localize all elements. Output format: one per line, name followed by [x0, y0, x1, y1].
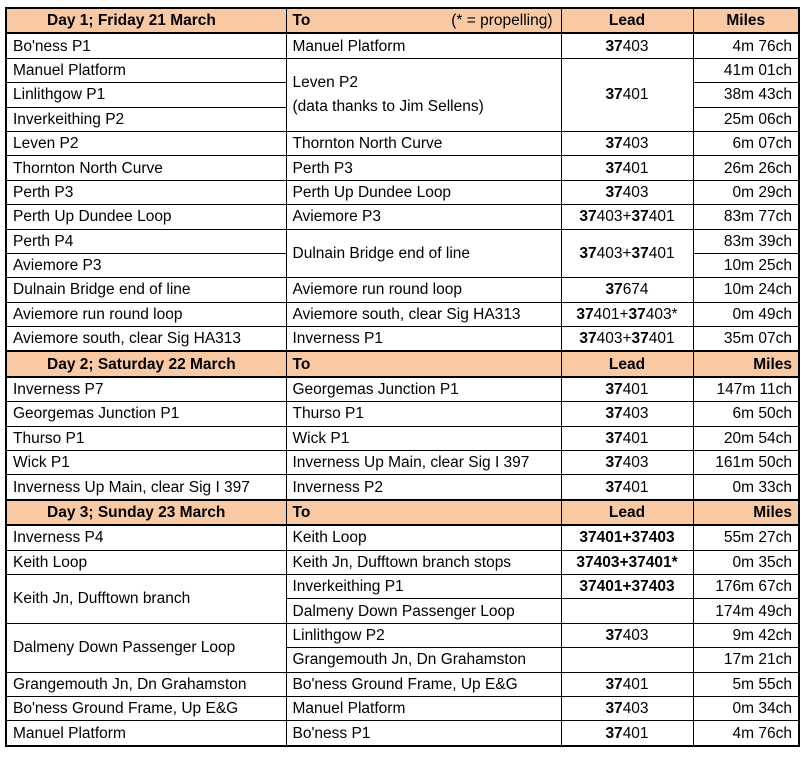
loco-number: 401: [622, 478, 649, 496]
table-row: [6, 402, 799, 426]
to-line: Leven P2: [292, 73, 358, 91]
loco-class: 37: [579, 578, 597, 596]
lead-cell: [561, 327, 693, 352]
miles-cell: 83m 39ch: [693, 229, 799, 253]
table-row: [6, 623, 799, 647]
loco-class: 37: [605, 429, 623, 447]
from-cell: Keith Loop: [6, 550, 286, 574]
loco-class: 37: [605, 675, 623, 693]
from-cell: Inverness P7: [6, 377, 286, 402]
to-cell: Bo'ness Ground Frame, Up E&G: [286, 672, 561, 696]
loco-number: 401+: [596, 578, 632, 596]
loco-number: 401: [622, 159, 649, 177]
lead-cell: [561, 525, 693, 550]
from-cell: Linlithgow P1: [6, 83, 286, 107]
table-row: [6, 205, 799, 229]
table-row: [6, 426, 799, 450]
lead-header: Lead: [561, 351, 693, 376]
loco-class: 37: [605, 700, 623, 718]
lead-cell: [561, 205, 693, 229]
miles-cell: 161m 50ch: [693, 451, 799, 475]
table-row: [6, 156, 799, 180]
lead-cell: [561, 672, 693, 696]
from-cell: Thurso P1: [6, 426, 286, 450]
to-header-label: To: [292, 12, 311, 30]
miles-cell: 35m 07ch: [693, 327, 799, 352]
loco-class: 37: [605, 626, 623, 644]
from-cell: Manuel Platform: [6, 721, 286, 746]
loco-number: 401*: [645, 553, 678, 571]
miles-header: Miles: [693, 351, 799, 376]
loco-class: 37: [605, 405, 623, 423]
miles-cell: 55m 27ch: [693, 525, 799, 550]
miles-cell: 0m 33ch: [693, 475, 799, 500]
lead-cell: [561, 599, 693, 623]
from-cell: Perth Up Dundee Loop: [6, 205, 286, 229]
miles-cell: 83m 77ch: [693, 205, 799, 229]
to-cell: Linlithgow P2: [286, 623, 561, 647]
day-header-row: [6, 351, 799, 376]
to-cell: [286, 58, 561, 131]
lead-cell: [561, 58, 693, 131]
table-row: [6, 525, 799, 550]
table-row: [6, 451, 799, 475]
to-cell: Aviemore run round loop: [286, 278, 561, 302]
lead-cell: [561, 229, 693, 278]
loco-class: 37: [576, 305, 594, 323]
to-cell: Keith Jn, Dufftown branch stops: [286, 550, 561, 574]
lead-cell: [561, 33, 693, 58]
miles-cell: 4m 76ch: [693, 721, 799, 746]
from-cell: Aviemore P3: [6, 253, 286, 277]
day-title: Day 3; Sunday 23 March: [6, 500, 286, 525]
table-row: [6, 377, 799, 402]
day-header-row: [6, 500, 799, 525]
loco-class: 37: [579, 244, 597, 262]
from-cell: Leven P2: [6, 131, 286, 155]
to-cell: Inverness Up Main, clear Sig I 397: [286, 451, 561, 475]
loco-class: 37: [605, 381, 623, 399]
loco-number: 403: [622, 700, 649, 718]
loco-class: 37: [605, 281, 623, 299]
loco-number: 403+: [596, 244, 632, 262]
loco-number: 401: [622, 86, 649, 104]
lead-cell: [561, 278, 693, 302]
loco-class: 37: [631, 330, 649, 348]
lead-cell: [561, 475, 693, 500]
from-cell: Aviemore run round loop: [6, 302, 286, 326]
from-cell: Inverkeithing P2: [6, 107, 286, 131]
loco-number: 403: [622, 37, 649, 55]
miles-cell: 10m 24ch: [693, 278, 799, 302]
miles-header: Miles: [693, 500, 799, 525]
table-row: [6, 180, 799, 204]
lead-header: Lead: [561, 500, 693, 525]
from-cell: Bo'ness P1: [6, 33, 286, 58]
loco-number: 401: [622, 675, 649, 693]
loco-number: 401: [622, 381, 649, 399]
lead-cell: [561, 377, 693, 402]
table-row: [6, 131, 799, 155]
table-row: [6, 574, 799, 598]
loco-number: 401+: [593, 305, 629, 323]
miles-cell: 20m 54ch: [693, 426, 799, 450]
loco-number: 401: [622, 429, 649, 447]
itinerary-table-wrapper: [5, 7, 800, 747]
from-cell: Wick P1: [6, 451, 286, 475]
loco-class: 37: [605, 135, 623, 153]
from-cell: Bo'ness Ground Frame, Up E&G: [6, 696, 286, 720]
loco-class: 37: [628, 305, 646, 323]
lead-cell: [561, 302, 693, 326]
loco-number: 403: [622, 626, 649, 644]
to-cell: Aviemore south, clear Sig HA313: [286, 302, 561, 326]
miles-cell: 6m 07ch: [693, 131, 799, 155]
table-row: [6, 229, 799, 253]
to-cell: Thurso P1: [286, 402, 561, 426]
from-cell: Georgemas Junction P1: [6, 402, 286, 426]
miles-cell: 176m 67ch: [693, 574, 799, 598]
to-cell: Manuel Platform: [286, 33, 561, 58]
table-row: [6, 278, 799, 302]
to-cell: Thornton North Curve: [286, 131, 561, 155]
loco-class: 37: [628, 553, 646, 571]
loco-class: 37: [579, 330, 597, 348]
day-title: Day 2; Saturday 22 March: [6, 351, 286, 376]
to-cell: Inverness P1: [286, 327, 561, 352]
day-title: Day 1; Friday 21 March: [6, 8, 286, 33]
to-header: To: [286, 500, 561, 525]
loco-number: 403: [622, 454, 649, 472]
from-cell: Inverness P4: [6, 525, 286, 550]
to-cell: Perth P3: [286, 156, 561, 180]
miles-cell: 147m 11ch: [693, 377, 799, 402]
lead-cell: [561, 648, 693, 672]
lead-cell: [561, 550, 693, 574]
loco-class: 37: [605, 86, 623, 104]
to-cell: Dalmeny Down Passenger Loop: [286, 599, 561, 623]
miles-cell: 41m 01ch: [693, 58, 799, 82]
loco-number: 403: [622, 405, 649, 423]
loco-class: 37: [579, 208, 597, 226]
loco-class: 37: [631, 208, 649, 226]
to-cell: Georgemas Junction P1: [286, 377, 561, 402]
lead-cell: [561, 696, 693, 720]
loco-class: 37: [605, 478, 623, 496]
miles-cell: 38m 43ch: [693, 83, 799, 107]
lead-cell: [561, 721, 693, 746]
to-header: To: [286, 351, 561, 376]
loco-class: 37: [576, 553, 594, 571]
to-cell: Bo'ness P1: [286, 721, 561, 746]
table-row: [6, 550, 799, 574]
loco-class: 37: [579, 529, 597, 547]
to-cell: Inverness P2: [286, 475, 561, 500]
loco-number: 401+: [596, 529, 632, 547]
miles-cell: 0m 35ch: [693, 550, 799, 574]
loco-number: 401: [622, 724, 649, 742]
loco-class: 37: [605, 724, 623, 742]
table-row: [6, 302, 799, 326]
from-cell: Thornton North Curve: [6, 156, 286, 180]
miles-cell: 17m 21ch: [693, 648, 799, 672]
to-cell: Dulnain Bridge end of line: [286, 229, 561, 278]
lead-cell: [561, 451, 693, 475]
lead-cell: [561, 402, 693, 426]
miles-cell: 5m 55ch: [693, 672, 799, 696]
table-row: [6, 672, 799, 696]
loco-number: 403: [622, 183, 649, 201]
lead-cell: [561, 574, 693, 598]
table-row: [6, 696, 799, 720]
table-row: [6, 721, 799, 746]
loco-class: 37: [631, 529, 649, 547]
miles-cell: 0m 34ch: [693, 696, 799, 720]
from-cell: Dalmeny Down Passenger Loop: [6, 623, 286, 672]
to-cell: Grangemouth Jn, Dn Grahamston: [286, 648, 561, 672]
loco-number: 403: [622, 135, 649, 153]
from-cell: Inverness Up Main, clear Sig I 397: [6, 475, 286, 500]
lead-cell: [561, 180, 693, 204]
loco-number: 403: [648, 578, 675, 596]
miles-cell: 9m 42ch: [693, 623, 799, 647]
from-cell: Perth P3: [6, 180, 286, 204]
loco-class: 37: [605, 37, 623, 55]
from-cell: Perth P4: [6, 229, 286, 253]
table-row: [6, 475, 799, 500]
miles-cell: 174m 49ch: [693, 599, 799, 623]
to-note: (data thanks to Jim Sellens): [292, 97, 484, 115]
from-cell: Manuel Platform: [6, 58, 286, 82]
to-cell: Inverkeithing P1: [286, 574, 561, 598]
to-cell: Wick P1: [286, 426, 561, 450]
loco-class: 37: [605, 183, 623, 201]
lead-cell: [561, 156, 693, 180]
to-cell: Perth Up Dundee Loop: [286, 180, 561, 204]
table-row: [6, 58, 799, 82]
to-cell: Keith Loop: [286, 525, 561, 550]
miles-cell: 25m 06ch: [693, 107, 799, 131]
miles-cell: 0m 29ch: [693, 180, 799, 204]
to-cell: Manuel Platform: [286, 696, 561, 720]
to-cell: Aviemore P3: [286, 205, 561, 229]
itinerary-table: [5, 7, 800, 747]
loco-number: 401: [648, 330, 675, 348]
loco-number: 401: [648, 244, 675, 262]
miles-cell: 4m 76ch: [693, 33, 799, 58]
lead-header: Lead: [561, 8, 693, 33]
miles-cell: 6m 50ch: [693, 402, 799, 426]
lead-cell: [561, 623, 693, 647]
loco-class: 37: [631, 578, 649, 596]
loco-number: 674: [622, 281, 649, 299]
table-row: [6, 33, 799, 58]
propelling-note: (* = propelling): [451, 12, 553, 29]
loco-class: 37: [631, 244, 649, 262]
day-header-row: [6, 8, 799, 33]
loco-number: 403+: [593, 553, 629, 571]
lead-cell: [561, 426, 693, 450]
miles-cell: 10m 25ch: [693, 253, 799, 277]
miles-header: Miles: [693, 8, 799, 33]
from-cell: Aviemore south, clear Sig HA313: [6, 327, 286, 352]
lead-cell: [561, 131, 693, 155]
from-cell: Dulnain Bridge end of line: [6, 278, 286, 302]
loco-number: 403*: [645, 305, 678, 323]
from-cell: Grangemouth Jn, Dn Grahamston: [6, 672, 286, 696]
loco-number: 401: [648, 208, 675, 226]
miles-cell: 26m 26ch: [693, 156, 799, 180]
loco-number: 403: [648, 529, 675, 547]
loco-class: 37: [605, 159, 623, 177]
loco-class: 37: [605, 454, 623, 472]
to-header: [286, 8, 561, 33]
loco-number: 403+: [596, 208, 632, 226]
table-row: [6, 327, 799, 352]
miles-cell: 0m 49ch: [693, 302, 799, 326]
from-cell: Keith Jn, Dufftown branch: [6, 574, 286, 623]
loco-number: 403+: [596, 330, 632, 348]
